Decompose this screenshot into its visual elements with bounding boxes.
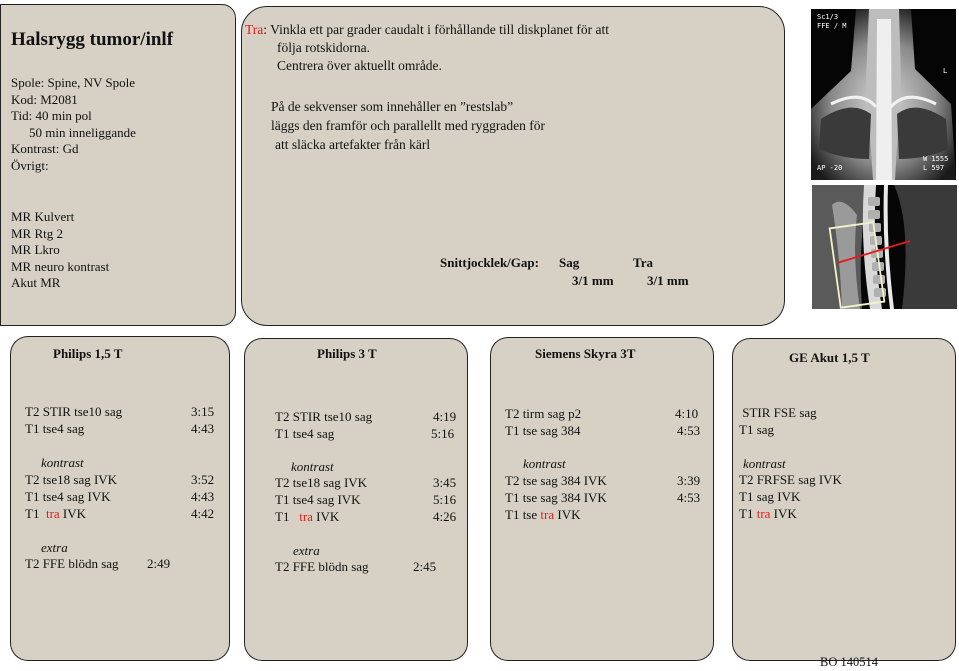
time-text: Tid: 40 min pol — [11, 108, 92, 123]
protocol-column-ge-akut — [732, 383, 956, 661]
sequence-time: 4:43 — [191, 489, 215, 504]
restslab-line: att släcka artefakter från kärl — [275, 137, 431, 152]
protocol-column-philips-3 — [244, 383, 468, 661]
other-text: Övrigt: — [11, 157, 49, 173]
sequence-name: T1 tse tra IVK — [505, 507, 581, 522]
sequence-name: T2 tirm sag p2 — [505, 406, 582, 421]
mri-label-top-left: Sc1/3 FFE / M — [817, 13, 847, 30]
sequence-time: 4:42 — [191, 506, 215, 521]
location-list — [11, 209, 109, 292]
sequence-time: 3:39 — [677, 473, 701, 488]
slice-tra-value: 3/1 mm — [647, 273, 689, 288]
location-item: MR Kulvert — [11, 209, 75, 224]
location-item: Akut MR — [11, 275, 61, 290]
sequence-time: 4:53 — [677, 490, 701, 505]
extra-label: extra — [293, 543, 320, 558]
sequence-name: T1 tse sag 384 IVK — [505, 490, 607, 505]
scanner-name: GE Akut 1,5 T — [789, 350, 870, 365]
code-text: Kod: M2081 — [11, 91, 78, 107]
sequence-name: T1 sag IVK — [739, 489, 801, 504]
scanner-name: Siemens Skyra 3T — [535, 346, 636, 361]
contrast-label: kontrast — [743, 456, 786, 471]
contrast-label: kontrast — [523, 456, 566, 471]
sequence-time: 4:19 — [433, 409, 457, 424]
tra-instructions — [245, 21, 609, 75]
scanner-tab-ge-akut[interactable] — [732, 338, 956, 384]
sequence-name: STIR FSE sag — [739, 405, 817, 420]
mri-coronal-image — [811, 9, 956, 180]
tra-text-line: följa rotskidorna. — [277, 40, 370, 55]
sequence-time: 4:10 — [675, 406, 699, 421]
sequence-time: 4:26 — [433, 509, 457, 524]
sequence-time: 3:45 — [433, 475, 457, 490]
mri-sagittal-image — [812, 185, 957, 309]
sequence-name: T2 FFE blödn sag — [275, 559, 369, 574]
sequence-name: T2 FRFSE sag IVK — [739, 472, 842, 487]
protocol-column-siemens-skyra — [490, 383, 714, 661]
sequence-name: T2 tse18 sag IVK — [25, 472, 118, 487]
inpatient-text: 50 min inneliggande — [29, 124, 136, 140]
sequence-name: T2 tse sag 384 IVK — [505, 473, 607, 488]
protocol-info-panel — [0, 4, 236, 326]
contrast-label: kontrast — [291, 459, 334, 474]
sequence-time: 2:49 — [147, 556, 171, 571]
mri-label-side: L — [943, 67, 948, 75]
tra-label: Tra — [245, 22, 264, 37]
sequence-time: 4:43 — [191, 421, 215, 436]
instruction-panel — [241, 6, 785, 326]
sequence-name: T1 tra IVK — [25, 506, 87, 521]
sequence-name: T1 sag — [739, 422, 775, 437]
location-item: MR Rtg 2 — [11, 225, 64, 241]
location-item: MR Lkro — [11, 242, 60, 257]
slice-tra-header: Tra — [633, 255, 653, 270]
scanner-tab-philips-15[interactable] — [10, 336, 230, 384]
protocol-title: Halsrygg tumor/inlf — [11, 29, 174, 50]
sequence-time: 3:15 — [191, 404, 215, 419]
sequence-time: 5:16 — [431, 426, 455, 441]
mri-label-bottom-left: AP -20 — [817, 164, 843, 172]
scanner-tab-siemens-skyra[interactable] — [490, 337, 714, 384]
location-item: MR neuro kontrast — [11, 258, 110, 274]
restslab-line: På de sekvenser som innehåller en ”restslab” — [271, 99, 514, 114]
sequence-name: T2 STIR tse10 sag — [275, 409, 373, 424]
sequence-name: T1 tse4 sag — [275, 426, 335, 441]
tra-text-line: Centrera över aktuellt område. — [277, 58, 442, 73]
restslab-line: läggs den framför och parallellt med ryggraden för — [271, 118, 546, 133]
sequence-name: T2 tse18 sag IVK — [275, 475, 368, 490]
sequence-time: 2:45 — [413, 559, 437, 574]
protocol-column-philips-15 — [10, 383, 230, 661]
sequence-name: T1 tse sag 384 — [505, 423, 581, 438]
slice-sag-header: Sag — [559, 255, 580, 270]
sequence-name: T1 tse4 sag — [25, 421, 85, 436]
contrast-label: kontrast — [41, 455, 84, 470]
sequence-time: 5:16 — [433, 492, 457, 507]
slice-sag-value: 3/1 mm — [572, 273, 614, 288]
scanner-name: Philips 3 T — [317, 346, 377, 361]
mri-label-bottom-right: W 1555 L 597 — [923, 155, 949, 172]
scanner-tab-philips-3[interactable] — [244, 338, 468, 384]
sequence-name: T2 FFE blödn sag — [25, 556, 119, 571]
sequence-time: 4:53 — [677, 423, 701, 438]
coil-text: Spole: Spine, NV Spole — [11, 75, 135, 90]
extra-label: extra — [41, 540, 68, 555]
sequence-name: T1 tse4 sag IVK — [25, 489, 111, 504]
document-code: BO 140514 — [820, 655, 878, 669]
sequence-name: T1 tse4 sag IVK — [275, 492, 361, 507]
slice-thickness-label: Snittjocklek/Gap: — [440, 255, 539, 270]
scanner-name: Philips 1,5 T — [53, 346, 123, 361]
sequence-name: T2 STIR tse10 sag — [25, 404, 123, 419]
restslab-instructions — [271, 97, 545, 154]
tra-text: : Vinkla ett par grader caudalt i förhållande till diskplanet för att — [263, 22, 609, 37]
contrast-text: Kontrast: Gd — [11, 141, 79, 156]
sequence-name: T1 tra IVK — [275, 509, 340, 524]
sequence-time: 3:52 — [191, 472, 215, 487]
sequence-name: T1 tra IVK — [739, 506, 797, 521]
protocol-details — [11, 75, 136, 174]
mri-sagittal-drawing — [812, 185, 957, 309]
